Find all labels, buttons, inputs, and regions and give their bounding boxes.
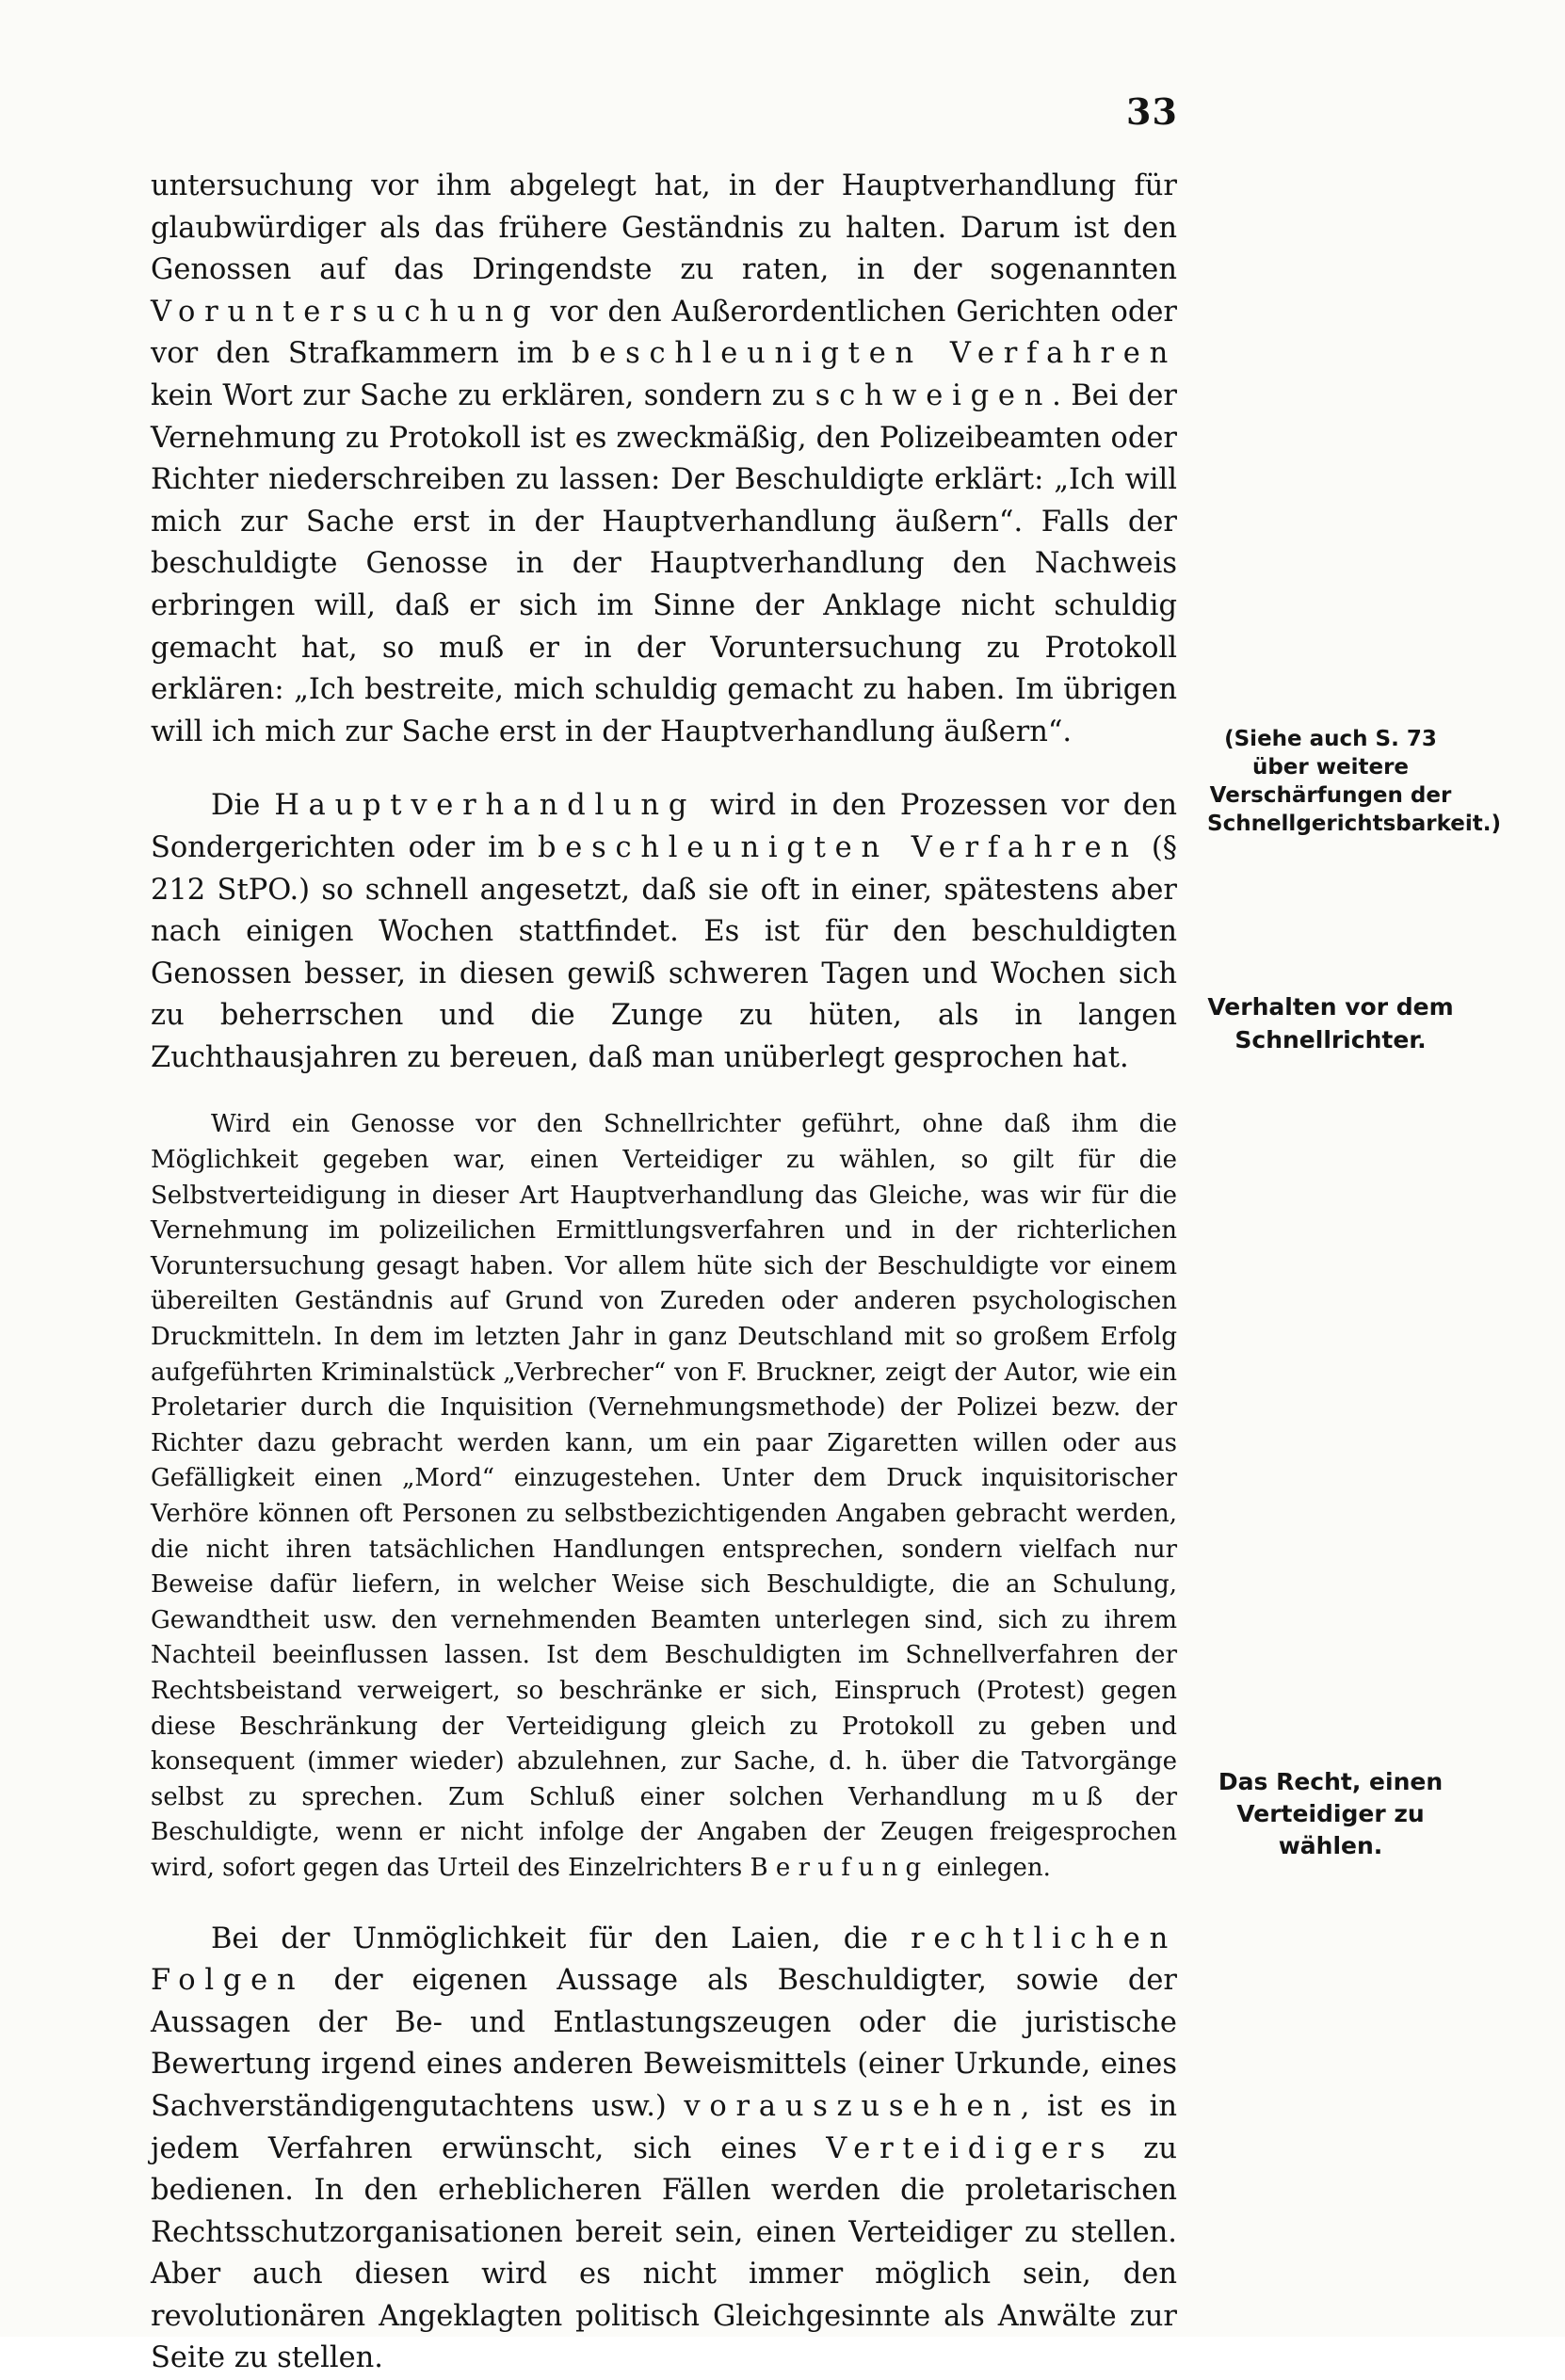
text-run: , ist es in jedem Verfahren erwünscht, sich eines xyxy=(151,2089,1177,2165)
spaced-emphasis: Verteidigers xyxy=(826,2131,1115,2165)
margin-note-schnellrichter: Verhalten vor dem Schnellrichter. xyxy=(1207,993,1454,1053)
text-run: der eigenen Aussage als Beschuldigter, sowie der Aussagen der Be- und Entlastungszeugen oder die juristische Bewertung irgend eines anderen Beweismittels (einer Urkunde, eines Sachverständigengutachtens usw.) xyxy=(151,1964,1177,2123)
spaced-emphasis: Berufung xyxy=(750,1853,929,1882)
text-run: Die xyxy=(211,789,275,823)
spaced-emphasis: Hauptverhandlung xyxy=(274,789,697,823)
spaced-emphasis: rechtlichen Folgen xyxy=(151,1922,1177,1998)
text-run: zu bedienen. In den erheblicheren Fällen werden die proletarischen Rechtsschutzorganisationen bereit sein, einen Verteidiger zu stellen. Aber auch diesen wird es nicht immer möglich sein, den revolutionären Angeklagten politisch Gleichgesinnte als Anwälte zur Seite zu stellen. xyxy=(151,2131,1177,2375)
text-run: vor den Außerordentlichen Gerichten oder vor den Strafkammern im xyxy=(151,295,1177,371)
text-run: untersuchung vor ihm abgelegt hat, in der Hauptverhandlung für glaubwürdiger als das frühere Geständnis zu halten. Darum ist den Genossen auf das Dringendste zu raten, in der sogenannten xyxy=(151,169,1177,287)
spaced-emphasis: schweigen xyxy=(815,378,1053,412)
text-run: einlegen. xyxy=(928,1853,1051,1882)
page-number: 33 xyxy=(1126,90,1178,133)
text-run: wird in den Prozessen vor den Sondergerichten oder im xyxy=(151,789,1177,864)
text-run: Bei der Unmöglichkeit für den Laien, die xyxy=(211,1922,912,1955)
paragraph-1 xyxy=(151,166,1177,753)
main-text-column xyxy=(151,166,1177,2380)
margin-note-see-also: (Siehe auch S. 73 über weitere Verschärfungen der Schnellgerichtsbarkeit.) xyxy=(1207,727,1502,836)
paragraph-4 xyxy=(151,1919,1177,2380)
spaced-emphasis: beschleunigten Verfahren xyxy=(537,830,1138,864)
text-run: kein Wort zur Sache zu erklären, sondern zu xyxy=(151,378,815,412)
paragraph-2 xyxy=(151,785,1177,1079)
spaced-emphasis: Voruntersuchung xyxy=(151,295,540,329)
text-run: (§ 212 StPO.) so schnell angesetzt, daß sie oft in einer, spätestens aber nach einigen Wochen stattfindet. Es ist für den beschuldigten Genossen besser, in diesen gewiß schweren Tagen und Wochen sich zu beherrschen und die Zunge zu hüten, als in langen Zuchthausjahren zu bereuen, daß man unüberlegt gesprochen hat. xyxy=(151,830,1177,1074)
spaced-emphasis: muß xyxy=(1031,1782,1111,1811)
text-run: der Beschuldigte, wenn er nicht infolge der Angaben der Zeugen freigesprochen wird, sofort gegen das Urteil des Einzelrichters xyxy=(151,1782,1177,1882)
text-run: Wird ein Genosse vor den Schnellrichter geführt, ohne daß ihm die Möglichkeit gegeben war, einen Verteidiger zu wählen, so gilt für die Selbstverteidigung in dieser Art Hauptverhandlung das Gleiche, was wir für die Vernehmung im polizeilichen Ermittlungsverfahren und in der richterlichen Voruntersuchung gesagt haben. Vor allem hüte sich der Beschuldigte vor einem übereilten Geständnis auf Grund von Zureden oder anderen psychologischen Druckmitteln. In dem im letzten Jahr in ganz Deutschland mit so großem Erfolg aufgeführten Kriminalstück „Verbrecher“ von F. Bruckner, zeigt der Autor, wie ein Proletarier durch die Inquisition (Vernehmungsmethode) der Polizei bezw. der Richter dazu gebracht werden kann, um ein paar Zigaretten willen oder aus Gefälligkeit einen „Mord“ einzugestehen. Unter dem Druck inquisitorischer Verhöre können oft Personen zu selbstbezichtigenden Angaben gebracht werden, die nicht ihren tatsächlichen Handlungen entsprechen, sondern vielfach nur Beweise dafür liefern, in welcher Weise sich Beschuldigte, die an Schulung, Gewandtheit usw. den vernehmenden Beamten unterlegen sind, sich zu ihrem Nachteil beeinflussen lassen. Ist dem Beschuldigten im Schnellverfahren der Rechtsbeistand verweigert, so beschränke er sich, Einspruch (Protest) gegen diese Beschränkung der Verteidigung gleich zu Protokoll zu geben und konsequent (immer wieder) abzulehnen, zur Sache, d. h. über die Tatvorgänge selbst zu sprechen. Zum Schluß einer solchen Verhandlung xyxy=(151,1110,1177,1811)
margin-note-verteidiger: Das Recht, einen Verteidiger zu wählen. xyxy=(1218,1768,1444,1859)
text-run: . Bei der Vernehmung zu Protokoll ist es zweckmäßig, den Polizeibeamten oder Richter niederschreiben zu lassen: Der Beschuldigte erklärt: „Ich will mich zur Sache erst in der Hauptverhandlung äußern“. Falls der beschuldigte Genosse in der Hauptverhandlung den Nachweis erbringen will, daß er sich im Sinne der Anklage nicht schuldig gemacht hat, so muß er in der Voruntersuchung zu Protokoll erklären: „Ich bestreite, mich schuldig gemacht zu haben. Im übrigen will ich mich zur Sache erst in der Hauptverhandlung äußern“. xyxy=(151,378,1177,748)
spaced-emphasis: beschleunigten Verfahren xyxy=(572,337,1177,371)
spaced-emphasis: vorauszusehen xyxy=(684,2089,1021,2123)
paragraph-3 xyxy=(151,1107,1177,1886)
